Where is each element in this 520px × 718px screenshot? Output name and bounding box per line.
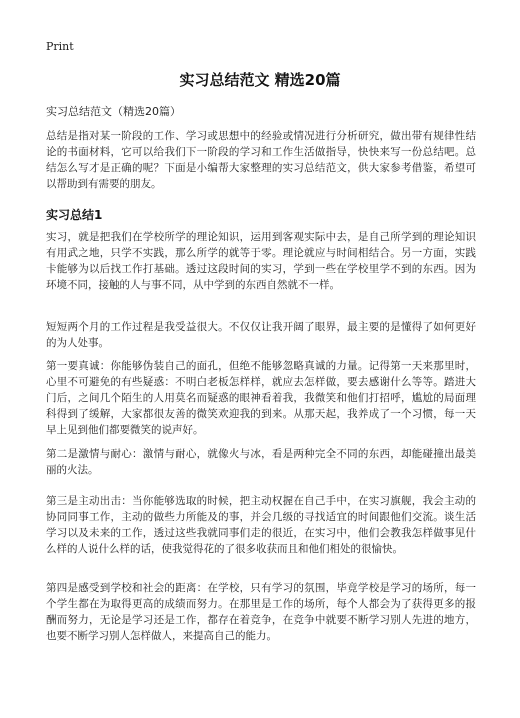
section-heading: 实习总结1 (46, 208, 103, 222)
intro-paragraph: 总结是指对某一阶段的工作、学习或思想中的经验或情况进行分析研究，做出带有规律性结论的书面材料，它可以给我们下一阶段的学习和工作生活做指导，快快来写一份总结吧。总结怎么写才是正确的呢？下面是小编帮大家整理的实习总结范文，供大家参考借鉴，希望可以帮助到有需要的朋友。 (46, 130, 476, 190)
print-label: Print (46, 40, 74, 53)
body-paragraph-5: 第三是主动出击：当你能够选取的时候，把主动权握在自己手中，在实习旗舰，我会主动的协同同事工作，主动的做些力所能及的事，并会几级的寻找适宜的时间跟他们交流。谈生活学习以及未来的工作，透过这些我就同事们走的很近，在实习中，他们会教我怎样做事见什么样的人说什么样的话，使我觉得花的了很多收获而且和他们相处的很愉快。 (46, 495, 476, 555)
page-title: 实习总结范文 精选20篇 (179, 71, 341, 89)
body-paragraph-4: 第二是激情与耐心：激情与耐心，就像火与冰，看是两种完全不同的东西，却能碰撞出最美丽的火法。 (46, 448, 476, 476)
body-paragraph-2: 短短两个月的工作过程是我受益很大。不仅仅让我开阔了眼界，最主要的是懂得了如何更好的为人处事。 (46, 321, 476, 349)
body-paragraph-3: 第一要真诚：你能够伪装自己的面孔，但绝不能够忽略真诚的力量。记得第一天来那里时，心里不可避免的有些疑惑：不明白老板怎样样，就应去怎样做，要去感谢什么等等。踏进大门后，之间几个陌生的人用莫名而疑惑的眼神看着我，我微笑和他们打招呼，尴尬的局面理科得到了缓解，大家都很友善的微笑欢迎我的到来。从那天起，我养成了一个习惯，每一天早上见到他们都要微笑的说声好。 (46, 360, 476, 436)
body-paragraph-6: 第四是感受到学校和社会的距离：在学校，只有学习的氛围，毕竟学校是学习的场所，每一个学生都在为取得更高的成绩而努力。在那里是工作的场所，每个人都会为了获得更多的报酬而努力，无论是学习还是工作，都存在着竞争，在竞争中就要不断学习别人先进的地方，也要不断学习别人怎样做人，来提高自己的能力。 (46, 582, 476, 642)
body-paragraph-1: 实习，就是把我们在学校所学的理论知识，运用到客观实际中去，是自己所学到的理论知识有用武之地，只学不实践，那么所学的就等于零。理论就应与时间相结合。另一方面，实践卡能够为以后找工作打基础。透过这段时间的实习，学到一些在学校里学不到的东西。因为环境不同，接触的人与事不同，从中学到的东西自然就不一样。 (46, 231, 476, 291)
document-subtitle: 实习总结范文（精选20篇） (46, 105, 181, 118)
